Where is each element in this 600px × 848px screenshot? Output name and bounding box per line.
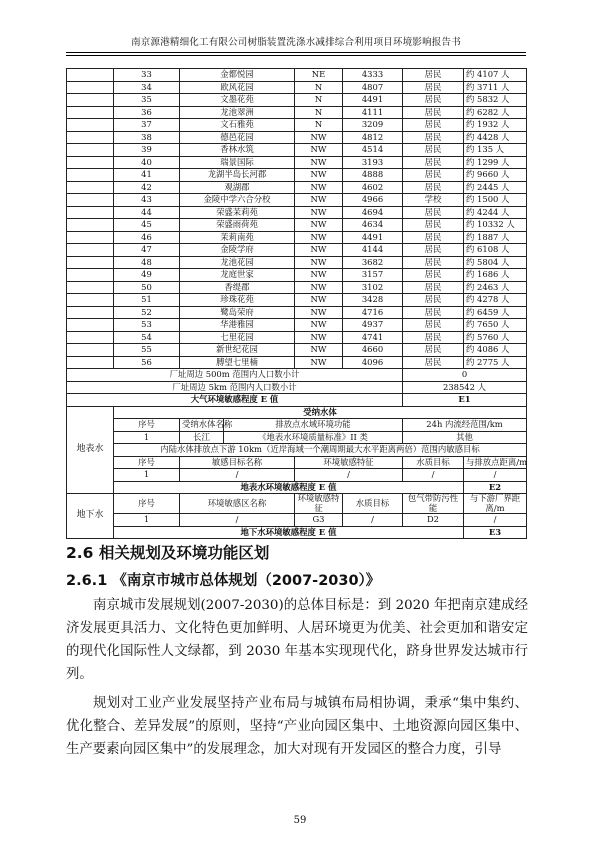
cell: 居民 (403, 294, 464, 307)
cell: NW (295, 319, 343, 332)
cell: 37 (114, 119, 180, 132)
cell: 50 (114, 281, 180, 294)
cell: 七里花园 (180, 331, 295, 344)
cell: 4491 (343, 231, 403, 244)
cell: 约 2463 人 (464, 281, 527, 294)
document-header: 南京源港精细化工有限公司树脂装置洗涤水减排综合利用项目环境影响报告书 (131, 37, 461, 48)
surface-water-side-label: 地表水 (67, 406, 114, 494)
table-row (67, 156, 527, 169)
cell: 居民 (403, 256, 464, 269)
cell: 约 4278 人 (464, 294, 527, 307)
side-cell (67, 269, 114, 282)
surface-water-sensitivity-label: 地表水环境敏感程度 E 值 (114, 481, 464, 494)
cell: 4634 (343, 219, 403, 232)
cell: 龙池花园 (180, 256, 295, 269)
cell: 约 1299 人 (464, 156, 527, 169)
cell: / (403, 469, 464, 482)
cell: 居民 (403, 131, 464, 144)
cell: 学校 (403, 194, 464, 207)
cell: NW (295, 194, 343, 207)
cell: 居民 (403, 231, 464, 244)
side-cell (67, 194, 114, 207)
cell: / (295, 469, 403, 482)
col-header: 水质目标 (403, 456, 464, 469)
cell: NW (295, 269, 343, 282)
cell: 39 (114, 144, 180, 157)
summary-label: 厂址周边 500m 范围内人口数小计 (67, 369, 403, 382)
cell: 居民 (403, 144, 464, 157)
cell: 鹭岛荣府 (180, 306, 295, 319)
table-row (67, 219, 527, 232)
body-paragraph: 南京城市发展规划(2007-2030)的总体目标是：到 2020 年把南京建成经济发展更具活力、文化特色更加鲜明、人居环境更为优美、社会更加和谐安定的现代化国际性人文绿都，到 2030 年基本实现现代化，跻身世界发达城市行列。 (66, 598, 528, 682)
side-cell (67, 156, 114, 169)
header-rule-thin (66, 55, 526, 56)
cell: 居民 (403, 94, 464, 107)
cell: 观湖郡 (180, 181, 295, 194)
cell: 居民 (403, 156, 464, 169)
cell: 3193 (343, 156, 403, 169)
cell: 3102 (343, 281, 403, 294)
table-row (67, 194, 527, 207)
cell: 35 (114, 94, 180, 107)
summary-value: 0 (403, 369, 527, 382)
table-row (67, 256, 527, 269)
side-cell (67, 169, 114, 182)
cell: 47 (114, 244, 180, 257)
cell: 金都悦园 (180, 69, 295, 82)
cell: 约 6282 人 (464, 106, 527, 119)
cell: 《地表水环境质量标准》II 类 (224, 431, 403, 444)
cell: 42 (114, 181, 180, 194)
col-header: 与排放点距离/m (464, 456, 527, 469)
cell: 文墨花苑 (180, 94, 295, 107)
table-row (67, 181, 527, 194)
cell: / (180, 514, 295, 527)
cell: 43 (114, 194, 180, 207)
cell: 4716 (343, 306, 403, 319)
summary-value: 238542 人 (403, 381, 527, 394)
side-cell (67, 219, 114, 232)
side-cell (67, 181, 114, 194)
cell: 茉莉南苑 (180, 231, 295, 244)
cell: 约 2445 人 (464, 181, 527, 194)
table-row (67, 231, 527, 244)
cell: 52 (114, 306, 180, 319)
side-cell (67, 344, 114, 357)
groundwater-sensitivity-value: E3 (464, 526, 527, 539)
cell: G3 (295, 514, 343, 527)
cell: N (295, 106, 343, 119)
col-header: 受纳水体名称 (180, 419, 224, 432)
table-row (67, 356, 527, 369)
table-row (67, 81, 527, 94)
cell: NW (295, 256, 343, 269)
air-sensitivity-row (67, 394, 527, 407)
surface-water-data2-row (67, 469, 527, 482)
table-row (67, 269, 527, 282)
table-row (67, 344, 527, 357)
cell: 3682 (343, 256, 403, 269)
cell: 居民 (403, 269, 464, 282)
table-row (67, 244, 527, 257)
cell: NW (295, 306, 343, 319)
surface-water-sensitivity-value: E2 (464, 481, 527, 494)
cell: 1 (114, 514, 180, 527)
cell: 41 (114, 169, 180, 182)
cell: 4888 (343, 169, 403, 182)
cell: 4812 (343, 131, 403, 144)
page-number: 59 (293, 815, 307, 826)
table-row (67, 106, 527, 119)
cell: 居民 (403, 356, 464, 369)
environment-sensitivity-table (66, 68, 527, 539)
groundwater-data-row (67, 514, 527, 527)
cell: 44 (114, 206, 180, 219)
cell: / (180, 469, 295, 482)
cell: 约 4428 人 (464, 131, 527, 144)
side-cell (67, 94, 114, 107)
side-cell (67, 231, 114, 244)
cell: 4937 (343, 319, 403, 332)
cell: 金陵中学六合分校 (180, 194, 295, 207)
col-header: 24h 内流经范围/km (403, 419, 527, 432)
cell: 33 (114, 69, 180, 82)
side-cell (67, 356, 114, 369)
cell: 4694 (343, 206, 403, 219)
cell: 香林水筑 (180, 144, 295, 157)
cell: 居民 (403, 181, 464, 194)
col-header: 环境敏感特征 (295, 456, 403, 469)
col-header: 环境敏感特征 (295, 494, 343, 514)
cell: NW (295, 219, 343, 232)
side-cell (67, 306, 114, 319)
cell: 1 (114, 469, 180, 482)
cell: 51 (114, 294, 180, 307)
cell: / (343, 514, 403, 527)
air-sensitivity-value: E1 (403, 394, 527, 407)
cell: 约 3711 人 (464, 81, 527, 94)
cell: 38 (114, 131, 180, 144)
cell: 36 (114, 106, 180, 119)
table-row (67, 169, 527, 182)
cell: 45 (114, 219, 180, 232)
table-row (67, 206, 527, 219)
cell: 居民 (403, 306, 464, 319)
surface-water-note-row (67, 444, 527, 457)
cell: 膊望七里楠 (180, 356, 295, 369)
table-row (67, 319, 527, 332)
side-cell (67, 319, 114, 332)
cell: 居民 (403, 119, 464, 132)
cell: 约 1887 人 (464, 231, 527, 244)
cell: 53 (114, 319, 180, 332)
table-row (67, 281, 527, 294)
cell: NW (295, 281, 343, 294)
cell: 约 1500 人 (464, 194, 527, 207)
side-cell (67, 106, 114, 119)
col-header: 序号 (114, 419, 180, 432)
cell: 龙庭世家 (180, 269, 295, 282)
cell: NW (295, 231, 343, 244)
cell: 文石雅苑 (180, 119, 295, 132)
side-cell (67, 331, 114, 344)
side-cell (67, 256, 114, 269)
cell: 约 4086 人 (464, 344, 527, 357)
cell: 4514 (343, 144, 403, 157)
cell: 1 (114, 431, 180, 444)
groundwater-sensitivity-row (67, 526, 527, 539)
groundwater-side-label: 地下水 (67, 494, 114, 539)
cell: 居民 (403, 206, 464, 219)
cell: 48 (114, 256, 180, 269)
cell: / (464, 514, 527, 527)
table-row (67, 131, 527, 144)
side-cell (67, 69, 114, 82)
table-row (67, 331, 527, 344)
cell: 其他 (403, 431, 527, 444)
cell: 约 5760 人 (464, 331, 527, 344)
surface-water-header-row (67, 419, 527, 432)
table-row (67, 69, 527, 82)
cell: NW (295, 156, 343, 169)
cell: NW (295, 181, 343, 194)
cell: 4333 (343, 69, 403, 82)
cell: 约 1932 人 (464, 119, 527, 132)
col-header: 排放点水域环境功能 (224, 419, 403, 432)
surface-water-note: 内陆水体排放点下游 10km（近岸海域一个潮周期最大水平距离两倍）范围内敏感目标 (114, 444, 527, 457)
col-header: 水质目标 (343, 494, 403, 514)
surface-water-sensitivity-row (67, 481, 527, 494)
side-cell (67, 206, 114, 219)
cell: D2 (403, 514, 464, 527)
col-header: 包气带防污性能 (403, 494, 464, 514)
col-header: 序号 (114, 494, 180, 514)
cell: 约 10332 人 (464, 219, 527, 232)
cell: 香缇郡 (180, 281, 295, 294)
cell: 华港雅园 (180, 319, 295, 332)
side-cell (67, 131, 114, 144)
side-cell (67, 281, 114, 294)
cell: 居民 (403, 219, 464, 232)
cell: 4111 (343, 106, 403, 119)
cell: 居民 (403, 106, 464, 119)
cell: 4807 (343, 81, 403, 94)
air-sensitivity-label: 大气环境敏感程度 E 值 (67, 394, 403, 407)
cell: 约 4107 人 (464, 69, 527, 82)
col-header: 序号 (114, 456, 180, 469)
cell: 约 9660 人 (464, 169, 527, 182)
surface-water-header2-row (67, 456, 527, 469)
receiving-water-title: 受纳水体 (114, 406, 527, 419)
side-cell (67, 244, 114, 257)
cell: NW (295, 356, 343, 369)
subsection-heading: 2.6.1 《南京市城市总体规划（2007-2030）》 (66, 573, 381, 589)
cell: 约 1686 人 (464, 269, 527, 282)
cell: 约 2775 人 (464, 356, 527, 369)
cell: 3209 (343, 119, 403, 132)
cell: 约 4244 人 (464, 206, 527, 219)
cell: 瑞景国际 (180, 156, 295, 169)
cell: 居民 (403, 344, 464, 357)
side-cell (67, 119, 114, 132)
summary-label: 厂址周边 5km 范围内人口数小计 (67, 381, 403, 394)
summary-row-500m (67, 369, 527, 382)
cell: 珍珠花苑 (180, 294, 295, 307)
cell: NW (295, 244, 343, 257)
table-row (67, 119, 527, 132)
cell: 4144 (343, 244, 403, 257)
cell: 长江 (180, 431, 224, 444)
cell: 4741 (343, 331, 403, 344)
cell: 约 7650 人 (464, 319, 527, 332)
cell: 4491 (343, 94, 403, 107)
cell: 德邑花园 (180, 131, 295, 144)
body-paragraph: 规划对工业产业发展坚持产业布局与城镇布局相协调，秉承“集中集约、优化整合、差异发展”的原则，坚持“产业向园区集中、土地资源向园区集中、生产要素向园区集中”的发展理念，加大对现有开发园区的整合力度，引导 (66, 696, 528, 757)
cell: 4602 (343, 181, 403, 194)
cell: 49 (114, 269, 180, 282)
cell: 荣盛雨荷苑 (180, 219, 295, 232)
cell: NW (295, 206, 343, 219)
cell: NW (295, 294, 343, 307)
col-header: 与下游厂界距离/m (464, 494, 527, 514)
cell: 4096 (343, 356, 403, 369)
cell: NW (295, 344, 343, 357)
cell: 4660 (343, 344, 403, 357)
table-row (67, 294, 527, 307)
cell: 居民 (403, 81, 464, 94)
cell: 34 (114, 81, 180, 94)
surface-water-title-row (67, 406, 527, 419)
cell: 约 6459 人 (464, 306, 527, 319)
cell: 46 (114, 231, 180, 244)
cell: / (464, 469, 527, 482)
summary-row-5km (67, 381, 527, 394)
cell: 约 5804 人 (464, 256, 527, 269)
cell: 40 (114, 156, 180, 169)
cell: 55 (114, 344, 180, 357)
cell: 54 (114, 331, 180, 344)
cell: N (295, 119, 343, 132)
table-row (67, 94, 527, 107)
header-rule (66, 52, 526, 53)
cell: 居民 (403, 69, 464, 82)
cell: 龙池翠洲 (180, 106, 295, 119)
side-cell (67, 81, 114, 94)
cell: N (295, 94, 343, 107)
cell: 56 (114, 356, 180, 369)
cell: NE (295, 69, 343, 82)
cell: 居民 (403, 169, 464, 182)
side-cell (67, 294, 114, 307)
col-header: 环境敏感区名称 (180, 494, 295, 514)
section-heading: 2.6 相关规划及环境功能区划 (66, 544, 270, 562)
cell: 新世纪花园 (180, 344, 295, 357)
cell: 金陵学府 (180, 244, 295, 257)
groundwater-header-row (67, 494, 527, 514)
groundwater-sensitivity-label: 地下水环境敏感程度 E 值 (114, 526, 464, 539)
cell: 龙湖半岛长河郡 (180, 169, 295, 182)
surface-water-data-row (67, 431, 527, 444)
cell: NW (295, 131, 343, 144)
cell: 居民 (403, 319, 464, 332)
cell: NW (295, 331, 343, 344)
cell: 居民 (403, 331, 464, 344)
cell: 3428 (343, 294, 403, 307)
cell: 荣盛茉莉苑 (180, 206, 295, 219)
table-row (67, 306, 527, 319)
cell: NW (295, 169, 343, 182)
cell: 欧风花园 (180, 81, 295, 94)
cell: 居民 (403, 244, 464, 257)
cell: NW (295, 144, 343, 157)
table-row (67, 144, 527, 157)
cell: 居民 (403, 281, 464, 294)
side-cell (67, 144, 114, 157)
cell: 3157 (343, 269, 403, 282)
cell: 约 6108 人 (464, 244, 527, 257)
cell: 4966 (343, 194, 403, 207)
col-header: 敏感目标名称 (180, 456, 295, 469)
cell: 约 135 人 (464, 144, 527, 157)
cell: N (295, 81, 343, 94)
cell: 约 5832 人 (464, 94, 527, 107)
